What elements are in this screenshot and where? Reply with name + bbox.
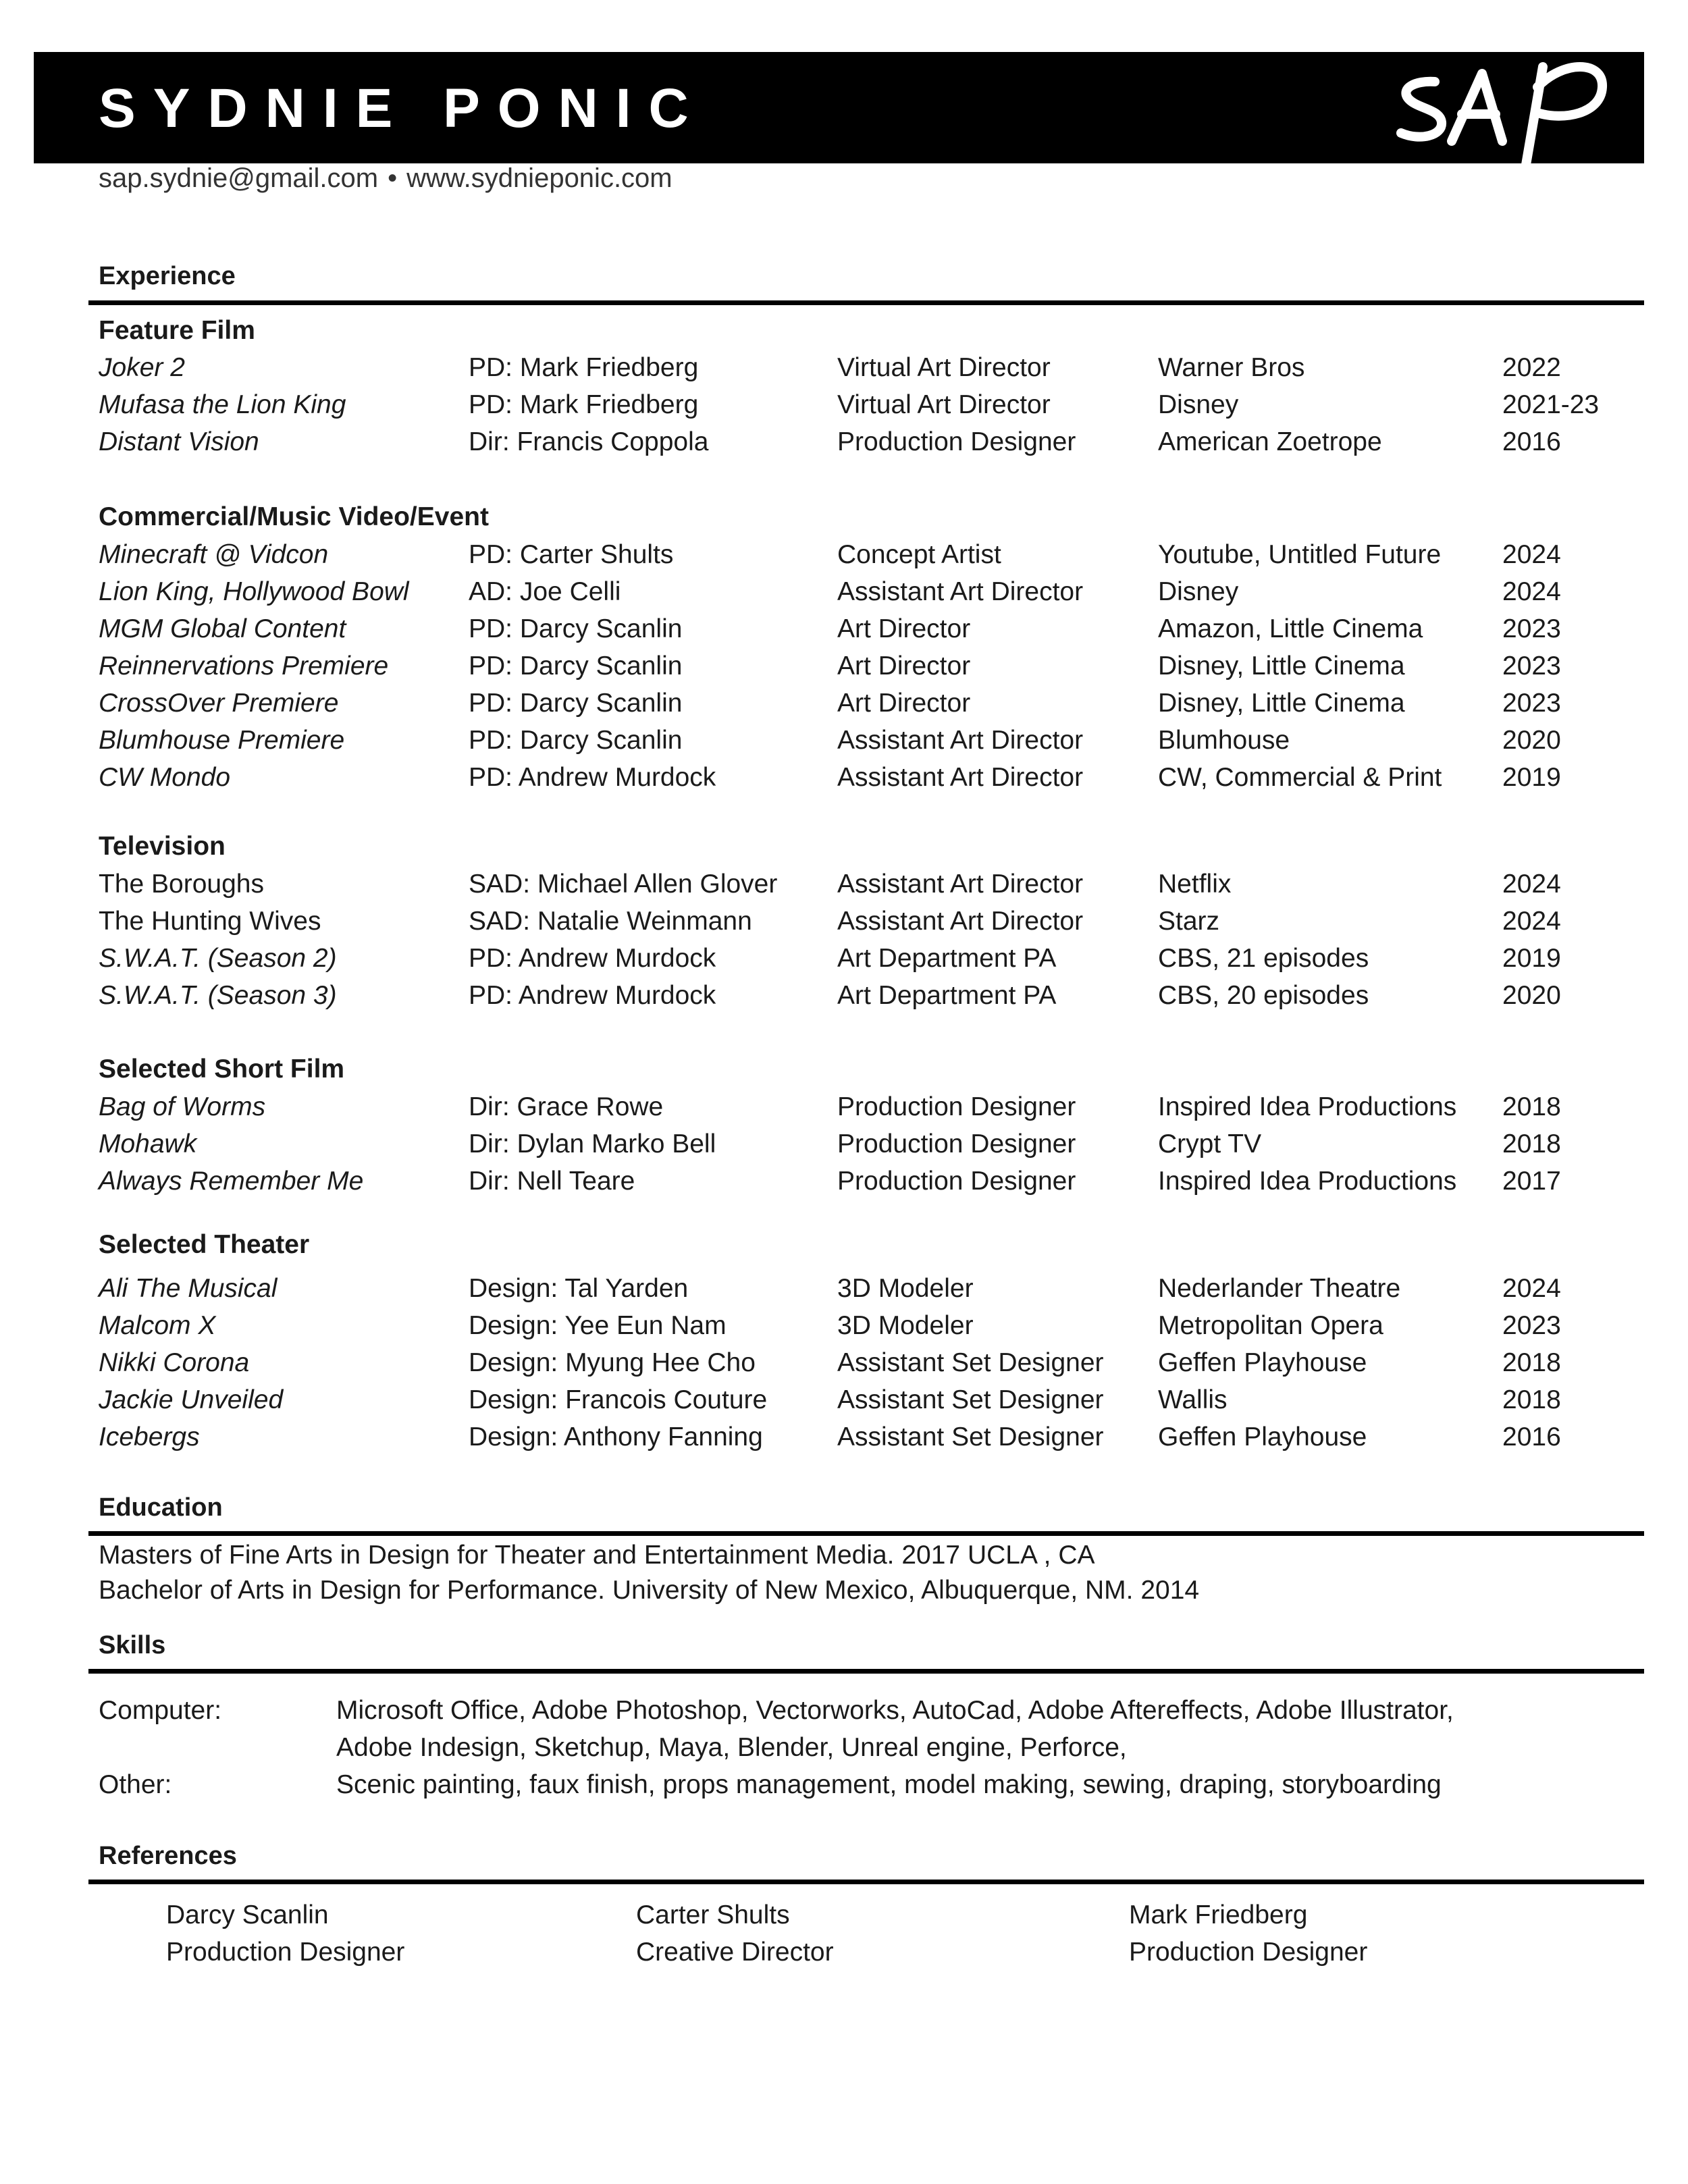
project-year: 2019 (1502, 763, 1561, 792)
project-title: CW Mondo (99, 763, 231, 792)
project-lead: PD: Andrew Murdock (469, 944, 716, 973)
project-title: The Hunting Wives (99, 907, 321, 936)
education-heading: Education (99, 1493, 223, 1522)
resume-name: SYDNIE PONIC (99, 78, 706, 139)
project-role: Assistant Set Designer (837, 1348, 1104, 1377)
project-company: Youtube, Untitled Future (1158, 540, 1442, 569)
experience-row (0, 1382, 1688, 1418)
project-role: Art Director (837, 651, 971, 681)
project-title: S.W.A.T. (Season 2) (99, 944, 337, 973)
project-title: Lion King, Hollywood Bowl (99, 577, 409, 606)
project-role: 3D Modeler (837, 1274, 974, 1303)
project-lead: PD: Mark Friedberg (469, 353, 699, 382)
experience-row (0, 940, 1688, 977)
project-company: Disney (1158, 577, 1239, 606)
reference-title: Creative Director (636, 1938, 834, 1967)
project-company: Inspired Idea Productions (1158, 1092, 1457, 1121)
project-lead: PD: Darcy Scanlin (469, 614, 683, 643)
project-company: Amazon, Little Cinema (1158, 614, 1423, 643)
project-lead: SAD: Michael Allen Glover (469, 870, 778, 899)
project-lead: AD: Joe Celli (469, 577, 621, 606)
project-company: Nederlander Theatre (1158, 1274, 1401, 1303)
experience-row (0, 1089, 1688, 1125)
project-year: 2024 (1502, 870, 1561, 899)
experience-row (0, 685, 1688, 722)
project-lead: PD: Mark Friedberg (469, 390, 699, 419)
project-title: Nikki Corona (99, 1348, 250, 1377)
project-year: 2023 (1502, 651, 1561, 681)
project-title: Minecraft @ Vidcon (99, 540, 329, 569)
reference-name: Darcy Scanlin (166, 1900, 329, 1929)
project-lead: PD: Darcy Scanlin (469, 689, 683, 718)
project-role: Assistant Art Director (837, 763, 1084, 792)
project-year: 2018 (1502, 1129, 1561, 1158)
category-commercial: Commercial/Music Video/Event (99, 502, 489, 531)
skills-other-text: Scenic painting, faux finish, props management, model making, sewing, draping, storyboarding (336, 1770, 1442, 1799)
project-role: Concept Artist (837, 540, 1001, 569)
contact-separator: • (388, 163, 398, 193)
project-company: Wallis (1158, 1385, 1228, 1414)
project-lead: PD: Andrew Murdock (469, 763, 716, 792)
monogram-signature-logo (1388, 47, 1617, 168)
project-role: Art Department PA (837, 981, 1057, 1010)
project-role: Assistant Art Director (837, 907, 1084, 936)
skills-other-label: Other: (99, 1770, 172, 1799)
project-year: 2020 (1502, 726, 1561, 755)
reference-name: Carter Shults (636, 1900, 790, 1929)
website-link[interactable]: www.sydnieponic.com (406, 163, 672, 193)
project-lead: SAD: Natalie Weinmann (469, 907, 752, 936)
header-banner (34, 52, 1644, 163)
category-theater: Selected Theater (99, 1230, 310, 1259)
experience-row (0, 722, 1688, 759)
skills-computer-line: Microsoft Office, Adobe Photoshop, Vectorworks, AutoCad, Adobe Aftereffects, Adobe Illustrator, (336, 1696, 1454, 1725)
project-company: Crypt TV (1158, 1129, 1262, 1158)
reference-title: Production Designer (166, 1938, 405, 1967)
project-year: 2016 (1502, 427, 1561, 456)
category-television: Television (99, 832, 226, 861)
project-lead: Dir: Francis Coppola (469, 427, 709, 456)
project-role: Assistant Set Designer (837, 1385, 1104, 1414)
project-title: Always Remember Me (99, 1167, 364, 1196)
project-role: 3D Modeler (837, 1311, 974, 1340)
email-link[interactable]: sap.sydnie@gmail.com (99, 163, 379, 193)
category-feature-film: Feature Film (99, 316, 255, 345)
project-lead: PD: Darcy Scanlin (469, 651, 683, 681)
project-title: Mohawk (99, 1129, 197, 1158)
experience-row (0, 1419, 1688, 1456)
project-year: 2023 (1502, 1311, 1561, 1340)
project-year: 2017 (1502, 1167, 1561, 1196)
project-title: Jackie Unveiled (99, 1385, 284, 1414)
project-company: Starz (1158, 907, 1220, 936)
references-heading: References (99, 1842, 237, 1870)
experience-row (0, 978, 1688, 1014)
project-title: MGM Global Content (99, 614, 346, 643)
skills-computer-line: Adobe Indesign, Sketchup, Maya, Blender, Unreal engine, Perforce, (336, 1733, 1127, 1762)
project-lead: Design: Anthony Fanning (469, 1422, 763, 1451)
project-role: Production Designer (837, 1092, 1076, 1121)
project-year: 2023 (1502, 689, 1561, 718)
project-lead: PD: Darcy Scanlin (469, 726, 683, 755)
project-company: Disney (1158, 390, 1239, 419)
experience-row (0, 903, 1688, 940)
project-role: Virtual Art Director (837, 353, 1051, 382)
project-title: Ali The Musical (99, 1274, 278, 1303)
project-company: Geffen Playhouse (1158, 1348, 1367, 1377)
project-title: S.W.A.T. (Season 3) (99, 981, 337, 1010)
project-lead: PD: Andrew Murdock (469, 981, 716, 1010)
project-title: Blumhouse Premiere (99, 726, 345, 755)
project-year: 2018 (1502, 1092, 1561, 1121)
project-lead: Dir: Grace Rowe (469, 1092, 664, 1121)
skills-rule (88, 1669, 1644, 1674)
project-role: Art Director (837, 689, 971, 718)
project-title: CrossOver Premiere (99, 689, 339, 718)
experience-row (0, 611, 1688, 647)
project-year: 2019 (1502, 944, 1561, 973)
project-role: Assistant Art Director (837, 577, 1084, 606)
experience-row (0, 350, 1688, 386)
experience-row (0, 648, 1688, 685)
project-role: Assistant Art Director (837, 870, 1084, 899)
project-year: 2023 (1502, 614, 1561, 643)
project-company: Warner Bros (1158, 353, 1305, 382)
project-company: Inspired Idea Productions (1158, 1167, 1457, 1196)
project-title: Joker 2 (99, 353, 185, 382)
project-role: Art Director (837, 614, 971, 643)
project-company: Netflix (1158, 870, 1232, 899)
project-role: Production Designer (837, 1167, 1076, 1196)
experience-row (0, 387, 1688, 423)
project-year: 2018 (1502, 1348, 1561, 1377)
project-year: 2022 (1502, 353, 1561, 382)
project-title: Distant Vision (99, 427, 259, 456)
project-lead: Design: Yee Eun Nam (469, 1311, 727, 1340)
project-role: Production Designer (837, 1129, 1076, 1158)
project-role: Art Department PA (837, 944, 1057, 973)
project-lead: Design: Tal Yarden (469, 1274, 689, 1303)
experience-row (0, 1308, 1688, 1344)
project-company: Blumhouse (1158, 726, 1290, 755)
project-year: 2024 (1502, 540, 1561, 569)
category-short-film: Selected Short Film (99, 1055, 345, 1084)
project-title: Malcom X (99, 1311, 216, 1340)
project-year: 2021-23 (1502, 390, 1600, 419)
project-title: Mufasa the Lion King (99, 390, 346, 419)
project-title: Bag of Worms (99, 1092, 266, 1121)
skills-heading: Skills (99, 1631, 166, 1659)
experience-row (0, 1345, 1688, 1381)
project-company: Metropolitan Opera (1158, 1311, 1383, 1340)
education-line: Masters of Fine Arts in Design for Theater and Entertainment Media. 2017 UCLA , CA (99, 1541, 1095, 1570)
experience-row (0, 1271, 1688, 1307)
references-rule (88, 1880, 1644, 1884)
experience-row (0, 866, 1688, 903)
project-lead: Design: Myung Hee Cho (469, 1348, 756, 1377)
project-title: The Boroughs (99, 870, 264, 899)
experience-row (0, 424, 1688, 460)
project-role: Assistant Set Designer (837, 1422, 1104, 1451)
contact-line (99, 163, 672, 194)
reference-title: Production Designer (1129, 1938, 1368, 1967)
project-company: Geffen Playhouse (1158, 1422, 1367, 1451)
project-role: Production Designer (837, 427, 1076, 456)
reference-name: Mark Friedberg (1129, 1900, 1308, 1929)
project-year: 2024 (1502, 577, 1561, 606)
project-year: 2024 (1502, 907, 1561, 936)
project-lead: PD: Carter Shults (469, 540, 674, 569)
experience-row (0, 574, 1688, 610)
project-company: American Zoetrope (1158, 427, 1382, 456)
experience-heading: Experience (99, 262, 236, 290)
project-company: CBS, 21 episodes (1158, 944, 1369, 973)
project-role: Assistant Art Director (837, 726, 1084, 755)
education-line: Bachelor of Arts in Design for Performance. University of New Mexico, Albuquerque, NM. 2014 (99, 1576, 1200, 1605)
experience-rule (88, 300, 1644, 305)
experience-row (0, 1163, 1688, 1200)
project-year: 2018 (1502, 1385, 1561, 1414)
experience-row (0, 1126, 1688, 1163)
project-year: 2020 (1502, 981, 1561, 1010)
skills-computer-label: Computer: (99, 1696, 222, 1725)
project-company: Disney, Little Cinema (1158, 689, 1405, 718)
project-company: Disney, Little Cinema (1158, 651, 1405, 681)
project-lead: Dir: Nell Teare (469, 1167, 635, 1196)
project-lead: Dir: Dylan Marko Bell (469, 1129, 716, 1158)
education-rule (88, 1531, 1644, 1536)
project-year: 2024 (1502, 1274, 1561, 1303)
project-title: Icebergs (99, 1422, 200, 1451)
project-lead: Design: Francois Couture (469, 1385, 768, 1414)
experience-row (0, 537, 1688, 573)
project-company: CW, Commercial & Print (1158, 763, 1442, 792)
project-year: 2016 (1502, 1422, 1561, 1451)
project-title: Reinnervations Premiere (99, 651, 389, 681)
experience-row (0, 760, 1688, 796)
project-company: CBS, 20 episodes (1158, 981, 1369, 1010)
project-role: Virtual Art Director (837, 390, 1051, 419)
